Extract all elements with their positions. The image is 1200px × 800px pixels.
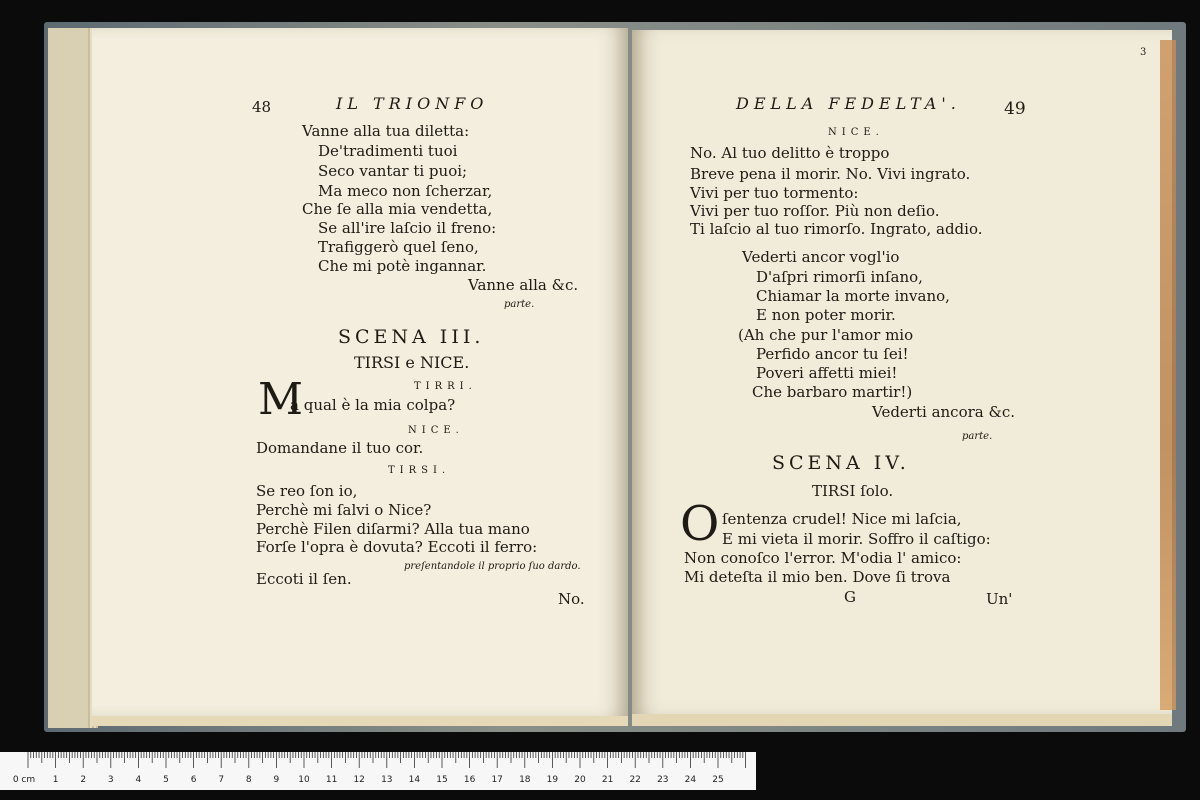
corner-mark: 3 bbox=[1140, 47, 1147, 58]
scene-title: SCENA IV. bbox=[772, 452, 910, 474]
ruler-unit: 0 cm bbox=[12, 775, 36, 785]
dialogue-line: Mi deteſta il mio ben. Dove ſi trova bbox=[684, 568, 951, 586]
catchword: No. bbox=[558, 590, 585, 608]
aria-line: Chiamar la morte invano, bbox=[756, 287, 950, 305]
dialogue-line: Domandane il tuo cor. bbox=[256, 439, 424, 457]
ruler-number: 22 bbox=[629, 775, 641, 785]
verse-line: Che mi potè ingannar. bbox=[318, 257, 487, 275]
ruler-number: 5 bbox=[163, 775, 169, 785]
aria-line: Che barbaro martir!) bbox=[752, 383, 913, 401]
dialogue-line: Vivi per tuo tormento: bbox=[690, 184, 859, 202]
dialogue-line: Forſe l'opra è dovuta? Eccoti il ferro: bbox=[256, 538, 538, 556]
speaker: NICE. bbox=[828, 127, 884, 138]
dialogue-line: Perchè mi ſalvi o Nice? bbox=[256, 501, 432, 519]
ruler-number: 2 bbox=[80, 775, 87, 785]
dialogue-line: Ti laſcio al tuo rimorſo. Ingrato, addio. bbox=[690, 220, 983, 238]
ruler-number: 24 bbox=[684, 775, 697, 785]
verse-line: De'tradimenti tuoi bbox=[318, 142, 458, 160]
ruler-number: 18 bbox=[519, 775, 531, 785]
ruler-number: 20 bbox=[574, 775, 586, 785]
dialogue-line: a qual è la mia colpa? bbox=[290, 396, 456, 414]
ruler-number: 19 bbox=[546, 775, 559, 785]
page-bottom-edge-right bbox=[632, 712, 1172, 726]
exit-direction: parte. bbox=[962, 431, 993, 442]
measurement-ruler bbox=[0, 752, 756, 790]
running-head: IL TRIONFO bbox=[336, 94, 489, 113]
catchword: Un' bbox=[986, 590, 1013, 608]
reprise: Vederti ancora &c. bbox=[872, 403, 1016, 421]
scene-title: SCENA III. bbox=[338, 326, 485, 348]
ruler-number: 25 bbox=[712, 775, 724, 785]
dialogue-line: Eccoti il ſen. bbox=[256, 570, 352, 588]
verse-line: Ma meco non ſcherzar, bbox=[318, 182, 493, 200]
dialogue-line: Se reo ſon io, bbox=[256, 482, 358, 500]
aria-line: E non poter morir. bbox=[756, 306, 896, 324]
aria-line: (Ah che pur l'amor mio bbox=[738, 326, 914, 344]
ruler-number: 13 bbox=[381, 775, 393, 785]
dialogue-line: Perchè Filen diſarmi? Alla tua mano bbox=[256, 520, 530, 538]
aria-line: Vederti ancor vogl'io bbox=[742, 248, 900, 266]
verse-line: Trafiggerò quel ſeno, bbox=[318, 238, 479, 256]
page-stain bbox=[1160, 40, 1176, 710]
ruler-number: 1 bbox=[52, 775, 59, 785]
dialogue-line: No. Al tuo delitto è troppo bbox=[690, 144, 890, 162]
verse-line: Che ſe alla mia vendetta, bbox=[302, 200, 493, 218]
aria-line: D'aſpri rimorſi inſano, bbox=[756, 268, 923, 286]
scene-characters: TIRSI ſolo. bbox=[812, 482, 894, 500]
right-page bbox=[632, 30, 1172, 714]
page-edges bbox=[48, 28, 98, 728]
ruler-number: 6 bbox=[190, 775, 197, 785]
ruler-number: 17 bbox=[491, 775, 503, 785]
drop-cap: M bbox=[258, 374, 304, 425]
ruler-number: 9 bbox=[273, 775, 280, 785]
speaker: NICE. bbox=[408, 425, 464, 436]
stage-direction: preſentandole il proprio ſuo dardo. bbox=[404, 561, 581, 572]
aria-line: Poveri affetti miei! bbox=[756, 364, 898, 382]
ruler-number: 15 bbox=[436, 775, 448, 785]
ruler-number: 12 bbox=[353, 775, 365, 785]
ruler-number: 23 bbox=[657, 775, 669, 785]
ruler-number: 21 bbox=[601, 775, 614, 785]
dialogue-line: Vivi per tuo roſſor. Più non deſio. bbox=[690, 202, 940, 220]
exit-direction: parte. bbox=[504, 299, 535, 310]
ruler-number: 10 bbox=[298, 775, 310, 785]
running-head: DELLA FEDELTA'. bbox=[736, 94, 961, 113]
ruler-ticks bbox=[0, 752, 756, 772]
dialogue-line: E mi vieta il morir. Soffro il caſtigo: bbox=[722, 530, 991, 548]
aria-line: Perfido ancor tu ſei! bbox=[756, 345, 909, 363]
scene-characters: TIRSI e NICE. bbox=[354, 353, 470, 372]
ruler-number: 8 bbox=[245, 775, 252, 785]
page-number: 49 bbox=[1004, 99, 1026, 119]
ruler-number: 4 bbox=[135, 775, 142, 785]
drop-cap: O bbox=[680, 496, 720, 552]
ruler-number: 7 bbox=[218, 775, 225, 785]
verse-line: Seco vantar ti puoi; bbox=[318, 162, 468, 180]
verse-line: Se all'ire laſcio il freno: bbox=[318, 219, 497, 237]
speaker: TIRSI. bbox=[388, 465, 451, 476]
speaker: TIRRI. bbox=[414, 381, 477, 392]
ruler-number: 14 bbox=[408, 775, 421, 785]
ruler-number: 16 bbox=[463, 775, 476, 785]
dialogue-line: Non conoſco l'error. M'odia l' amico: bbox=[684, 549, 962, 567]
verse-line: Vanne alla tua diletta: bbox=[302, 122, 470, 140]
ruler-number: 3 bbox=[107, 775, 114, 785]
signature-mark: G bbox=[844, 588, 856, 606]
reprise: Vanne alla &c. bbox=[468, 276, 579, 294]
ruler-number: 11 bbox=[325, 775, 338, 785]
dialogue-line: Breve pena il morir. No. Vivi ingrato. bbox=[690, 165, 971, 183]
page-number: 48 bbox=[252, 98, 272, 116]
left-page bbox=[92, 28, 628, 716]
dialogue-line: ſentenza crudel! Nice mi laſcia, bbox=[722, 510, 962, 528]
